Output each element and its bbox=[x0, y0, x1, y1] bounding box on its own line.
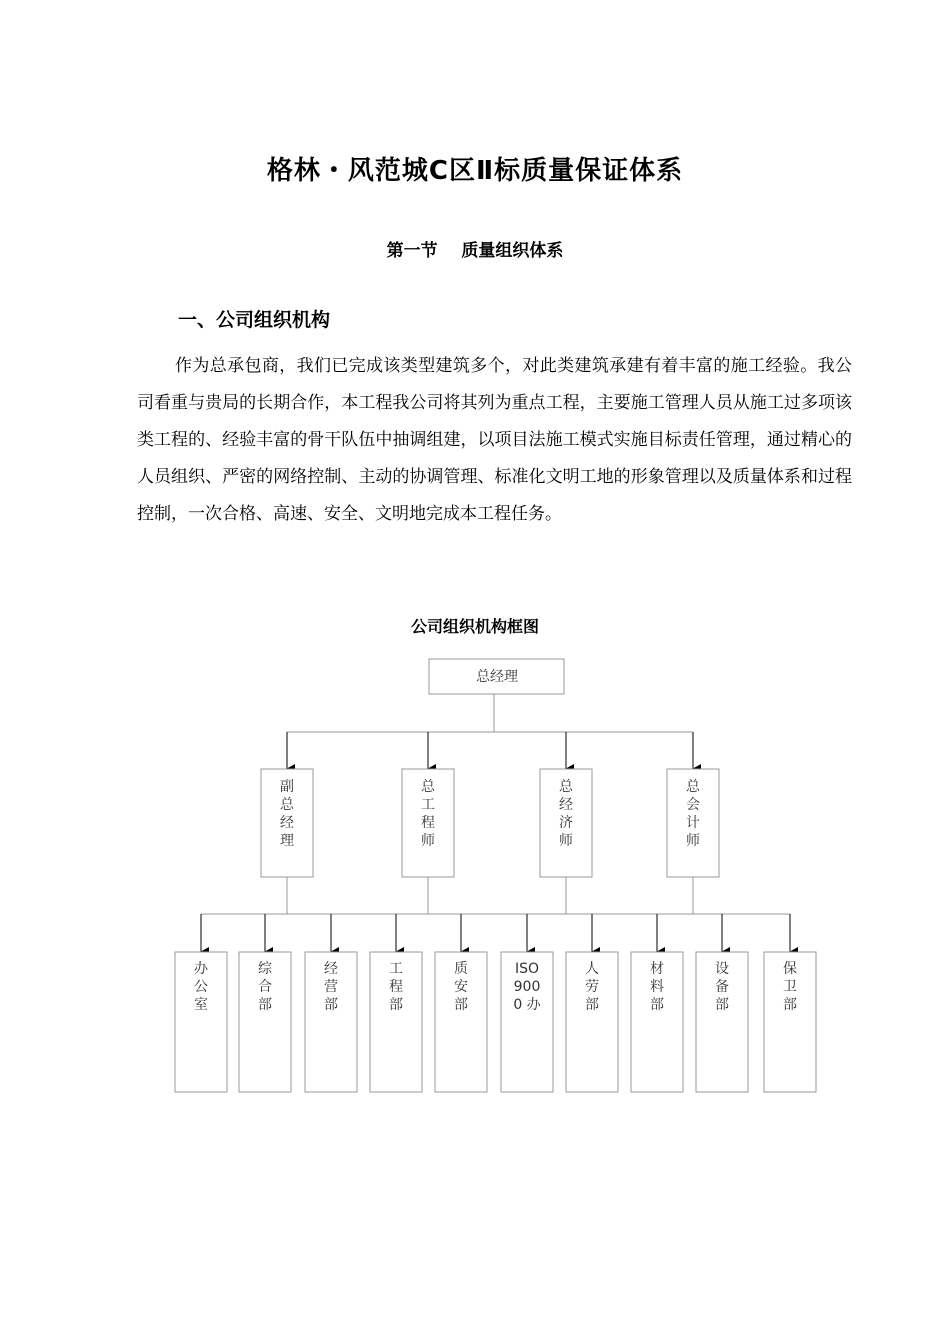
department-label-line: 人 bbox=[585, 961, 599, 977]
department-label-line: 工 bbox=[389, 961, 403, 977]
deputy-label-char: 师 bbox=[686, 833, 700, 849]
deputy-label-char: 理 bbox=[280, 833, 294, 849]
department-label-line: 料 bbox=[650, 979, 664, 995]
department-label-line: 劳 bbox=[585, 979, 599, 995]
section-title: 第一节 质量组织体系 bbox=[386, 241, 564, 261]
department-label-line: 部 bbox=[650, 997, 664, 1013]
department-label-line: 备 bbox=[715, 979, 729, 995]
department-label-line: 部 bbox=[258, 997, 272, 1013]
deputy-label-char: 会 bbox=[686, 797, 700, 813]
deputy-label-char: 师 bbox=[421, 833, 435, 849]
department-label-line: 合 bbox=[258, 979, 272, 995]
org-chart-boxes bbox=[175, 659, 816, 1092]
department-label-line: 部 bbox=[585, 997, 599, 1013]
deputy-label-char: 总 bbox=[280, 797, 294, 813]
department-label-line: 900 bbox=[513, 979, 541, 995]
department-label-line: 0 办 bbox=[513, 997, 541, 1013]
deputy-label-char: 经 bbox=[280, 815, 294, 831]
department-label-line: 卫 bbox=[783, 979, 797, 995]
department-label-line: 部 bbox=[454, 997, 468, 1013]
department-label-line: 部 bbox=[324, 997, 338, 1013]
department-label-line: 部 bbox=[715, 997, 729, 1013]
deputy-label-char: 工 bbox=[421, 797, 435, 813]
deputy-label-char: 总 bbox=[559, 779, 573, 795]
deputy-label-char: 经 bbox=[559, 797, 573, 813]
department-label-line: 部 bbox=[389, 997, 403, 1013]
deputy-label-char: 总 bbox=[686, 779, 700, 795]
department-label-line: 部 bbox=[783, 997, 797, 1013]
body-paragraph: 作为总承包商，我们已完成该类型建筑多个，对此类建筑承建有着丰富的施工经验。我公司看重与贵局的长期合作，本工程我公司将其列为重点工程，主要施工管理人员从施工过多项该类工程的、经验丰富的骨干队伍中抽调组建，以项目法施工模式实施目标责任管理，通过精心的人员组织、严密的网络控制、主动的协调管理、标准化文明工地的形象管理以及质量体系和过程控制，一次合格、高速、安全、文明地完成本工程任务。 bbox=[137, 356, 852, 524]
department-label-line: 设 bbox=[715, 961, 729, 977]
department-label-line: 营 bbox=[324, 979, 338, 995]
department-label-line: 安 bbox=[454, 979, 468, 995]
deputy-label-char: 计 bbox=[686, 815, 700, 831]
department-label-line: 材 bbox=[650, 961, 664, 977]
department-label-line: 质 bbox=[454, 961, 468, 977]
sub-heading: 一、公司组织机构 bbox=[178, 309, 331, 331]
department-label-line: ISO bbox=[514, 961, 540, 977]
department-label-line: 综 bbox=[258, 961, 272, 977]
department-label-line: 公 bbox=[194, 979, 208, 995]
department-label-line: 程 bbox=[389, 979, 403, 995]
department-label-line: 保 bbox=[783, 961, 797, 977]
department-label-line: 室 bbox=[194, 997, 208, 1013]
org-chart-title: 公司组织机构框图 bbox=[410, 617, 539, 636]
department-label-line: 经 bbox=[324, 961, 338, 977]
document-title: 格林・风范城C区Ⅱ标质量保证体系 bbox=[266, 156, 684, 186]
deputy-label-char: 师 bbox=[559, 833, 573, 849]
deputy-label-char: 济 bbox=[559, 815, 573, 831]
deputy-label-char: 程 bbox=[421, 815, 435, 831]
ceo-label: 总经理 bbox=[476, 669, 518, 685]
deputy-label-char: 总 bbox=[421, 779, 435, 795]
department-label-line: 办 bbox=[194, 961, 208, 977]
deputy-label-char: 副 bbox=[280, 779, 294, 795]
